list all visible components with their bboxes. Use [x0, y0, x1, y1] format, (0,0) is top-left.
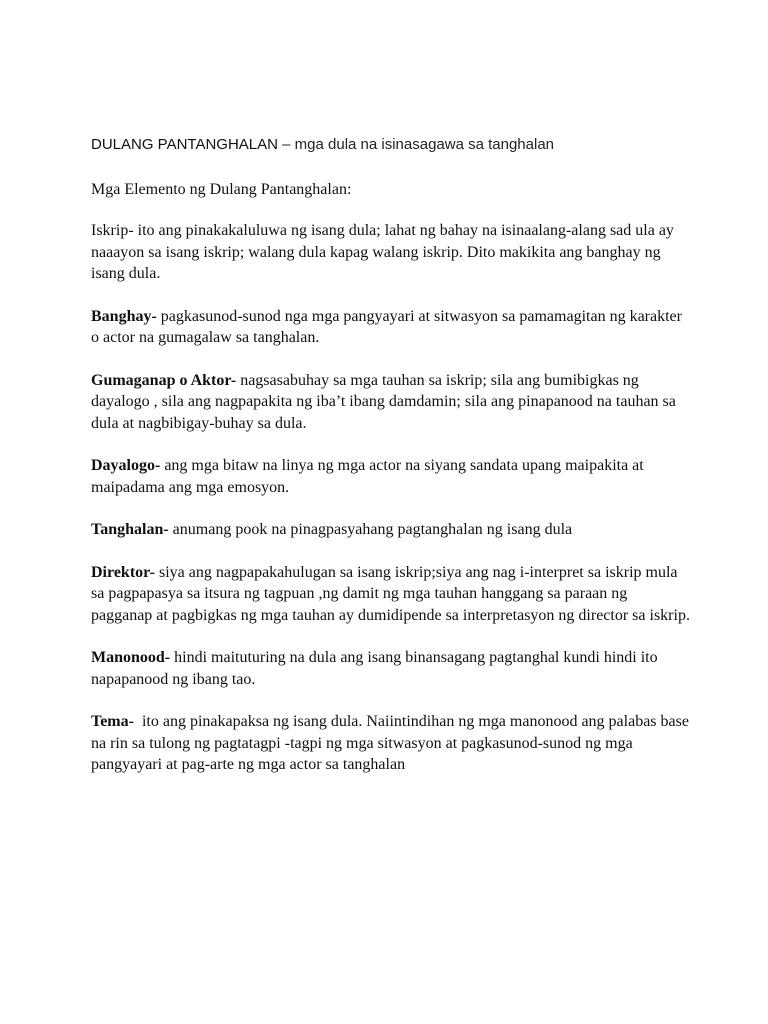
- title-description: – mga dula na isinasagawa sa tanghalan: [277, 136, 555, 153]
- entry-term: Tema-: [91, 713, 134, 730]
- entry-dayalogo: [91, 455, 691, 498]
- entry-manonood: [91, 647, 691, 690]
- entry-definition: ito ang pinakapaksa ng isang dula. Naiintindihan ng mga manonood ang palabas base na rin sa tulong ng pagtatagpi -tagpi ng mga sitwasyon at pagkasunod-sunod ng mga pangyayari at pag-arte ng mga actor sa tanghalan: [91, 713, 693, 773]
- entry-definition: nagsasabuhay sa mga tauhan sa iskrip; sila ang bumibigkas ng dayalogo , sila ang nagpapakita ng iba’t ibang damdamin; sila ang pinapanood na tauhan sa dula at nagbibigay-buhay sa dula.: [91, 371, 676, 432]
- document-title: [91, 135, 691, 155]
- entry-term: Gumaganap o Aktor-: [91, 371, 237, 389]
- elements-heading: Mga Elemento ng Dulang Pantanghalan:: [91, 181, 352, 198]
- entry-tema: [91, 711, 691, 776]
- entry-term: Iskrip: [91, 222, 129, 239]
- entry-definition: - ito ang pinakakaluluwa ng isang dula; lahat ng bahay na isinaalang-alang sad ula ay naaayon sa isang iskrip; walang dula kapag walang iskrip. Dito makikita ang banghay ng isang dula.: [91, 222, 674, 282]
- entry-definition: ang mga bitaw na linya ng mga actor na siyang sandata upang maipakita at maipadama ang mga emosyon.: [91, 457, 644, 496]
- entry-definition: siya ang nagpapakahulugan sa isang iskrip;siya ang nag i-interpret sa iskrip mula sa pagpapasya sa itsura ng tagpuan ,ng damit ng mga tauhan hanggang sa paraan ng pagganap at pagbigkas ng mga tauhan ay dumidipende sa interpretasyon ng director sa iskrip.: [91, 563, 690, 624]
- entry-gumaganap: [91, 370, 691, 435]
- entry-definition: pagkasunod-sunod nga mga pangyayari at sitwasyon sa pamamagitan ng karakter o actor na gumagalaw sa tanghalan.: [91, 307, 682, 346]
- entry-term: Tanghalan-: [91, 521, 169, 538]
- entry-term: Banghay-: [91, 307, 157, 325]
- entry-banghay: [91, 306, 691, 349]
- entry-tanghalan: [91, 519, 691, 541]
- entry-term: Dayalogo-: [91, 457, 161, 474]
- entry-term: Manonood-: [91, 649, 171, 666]
- entry-definition: hindi maituturing na dula ang isang binansagang pagtanghal kundi hindi ito napapanood ng ibang tao.: [91, 649, 658, 688]
- title-main: DULANG PANTANGHALAN: [91, 136, 278, 153]
- entry-direktor: [91, 562, 691, 627]
- entry-term: Direktor-: [91, 563, 155, 581]
- entry-definition: anumang pook na pinagpasyahang pagtanghalan ng isang dula: [168, 521, 573, 538]
- entry-iskrip: [91, 220, 691, 285]
- document-page: [91, 135, 691, 797]
